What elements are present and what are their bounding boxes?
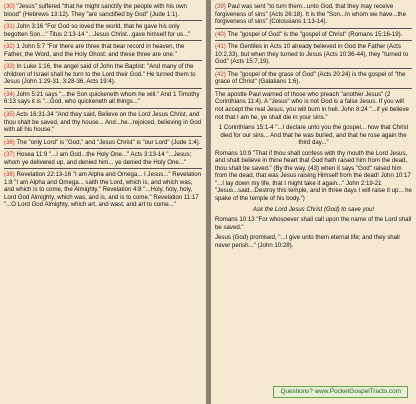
list-item <box>4 137 202 150</box>
item-text: Paul was sent "to turn them...unto God, that they may receive forgiveness of sins" (Acts 26:18). It is the "Son...In whom we have...the forgiveness of sins" (Colossians 1:13-14). <box>215 3 406 26</box>
item-number: (41) <box>215 43 226 51</box>
left-column <box>0 0 206 404</box>
item-number: (33) <box>4 63 15 71</box>
list-item <box>215 41 412 69</box>
item-number: (40) <box>215 30 226 38</box>
item-text: 1 John 5:7 "For there are three that bear record in heaven, the Father, the Word, and the Holy Ghost: and these three are one." <box>4 43 185 58</box>
item-number: (36) <box>4 138 15 146</box>
list-item <box>4 41 202 61</box>
list-item <box>4 61 202 89</box>
list-item <box>215 69 412 89</box>
item-number: (39) <box>215 3 226 10</box>
item-text: "Jesus" suffered "that he might sanctify the people with his own blood" (Hebrews 13:12). They "are sanctified by God" (Jude 1:1). <box>4 3 187 18</box>
list-item <box>4 149 202 169</box>
item-text: John 3:16 "For God so loved the world, that he gave his only begotten Son..." Titus 2:13-14 "...Jesus Christ...gave himself for us..." <box>4 23 191 38</box>
item-number: (30) <box>4 3 15 10</box>
item-number: (34) <box>4 90 15 98</box>
item-number: (35) <box>4 111 15 119</box>
call-to-action: Ask the Lord Jesus Christ (God) to save you! <box>252 205 375 213</box>
item-text: In Luke 1:16, the angel said of John the Baptist: "And many of the children of Israel shall he turn to the Lord their God." He turned them to Jesus (John 1:29-31, 3:28-36, Acts 19:4). <box>4 63 196 86</box>
list-item <box>215 1 412 29</box>
item-text: The "gospel of the grace of God" (Acts 20:24) is the gospel of "the grace of Christ" (Galatians 1:6). <box>215 70 406 86</box>
item-text: Revelation 22:13-16 "I am Alpha and Omega... I Jesus..." Revelation 1:8 "I am Alpha and Omega... saith the Lord, which is, and which was, and which is to come, the Almighty." Revelation 4:8 "...Holy, holy, holy, Lord God Almighty, which was, and is, and is to come." Revelation 11:17 "...O Lord God Almighty, which art, and wast, and art to come..." <box>4 171 202 209</box>
item-number: (37) <box>4 151 15 159</box>
list-item <box>4 109 202 137</box>
item-number: (38) <box>4 171 15 179</box>
item-text: Acts 16:31-34 "And they said, Believe on the Lord Jesus Christ, and thou shalt be saved, and thy house... And...he...rejoiced, believing in God with all his house." <box>4 111 202 134</box>
eternal-life-promise: Jesus (God) promised, "...I give unto them eternal life; and they shall never perish..." (John 10:28). <box>215 234 400 249</box>
romans-paragraph: Romans 10:9 "That if thou shalt confess with thy mouth the Lord Jesus, and shalt believe in thine heart that God hath raised him from the dead, thou shalt be saved." (By the way, (43) when it says "God" raised him from the dead, that was Jesus raising Himself from the dead! John 10:17 "...I lay down my life, that I might take it again..." John 2:19-21 "Jesus...said...Destroy this temple, and in three days I will raise it up... he spake of the temple of his body.") <box>215 149 412 203</box>
item-text: Hosea 11:9 "...I am God...the Holy One..." Acts 3:13-14 "...Jesus; whom ye delivered up, and denied him... ye denied the Holy One..." <box>4 151 192 166</box>
gospel-paragraph: 1 Corinthians 15:1-4 "...I declare unto you the gospel... how that Christ died for our sins... And that he was buried, and that he rose again the third day..." <box>218 124 409 147</box>
list-item <box>215 29 412 42</box>
item-number: (42) <box>215 70 226 78</box>
list-item <box>4 89 202 109</box>
item-text: The "gospel of God" is the "gospel of Christ" (Romans 15:16-19). <box>227 30 403 38</box>
item-text: John 5:21 says "...the Son quickeneth whom he will." And 1 Timothy 6:13 says it is "...God, who quickeneth all things..." <box>4 90 200 106</box>
website-footer[interactable]: Questions? www.PocketGospelTracts.com <box>273 386 408 398</box>
warning-paragraph: The apostle Paul warned of those who preach "another Jesus" (2 Corinthians 11:4). A "Jesus" who is not God is a false Jesus. If you will not accept the real Jesus, you will burn in hell. John 8:24 "...if ye believe not that I am he, ye shall die in your sins." <box>215 90 409 121</box>
item-text: The "only Lord" is "God," and "Jesus Christ" is "our Lord" (Jude 1:4). <box>16 138 201 146</box>
list-item <box>4 169 202 211</box>
right-column <box>211 0 416 404</box>
list-item <box>4 21 202 41</box>
item-number: (32) <box>4 43 15 51</box>
item-text: The Gentiles in Acts 10 already believed in God the Father (Acts 10:2,33), but when they turned to Jesus (Acts 10:36-44), they "turned to God" (Acts 15:7,19). <box>215 43 409 66</box>
list-item <box>4 1 202 21</box>
item-number: (31) <box>4 23 15 31</box>
romans-10-13: Romans 10:13 "For whosoever shall call upon the name of the Lord shall be saved." <box>215 216 412 231</box>
